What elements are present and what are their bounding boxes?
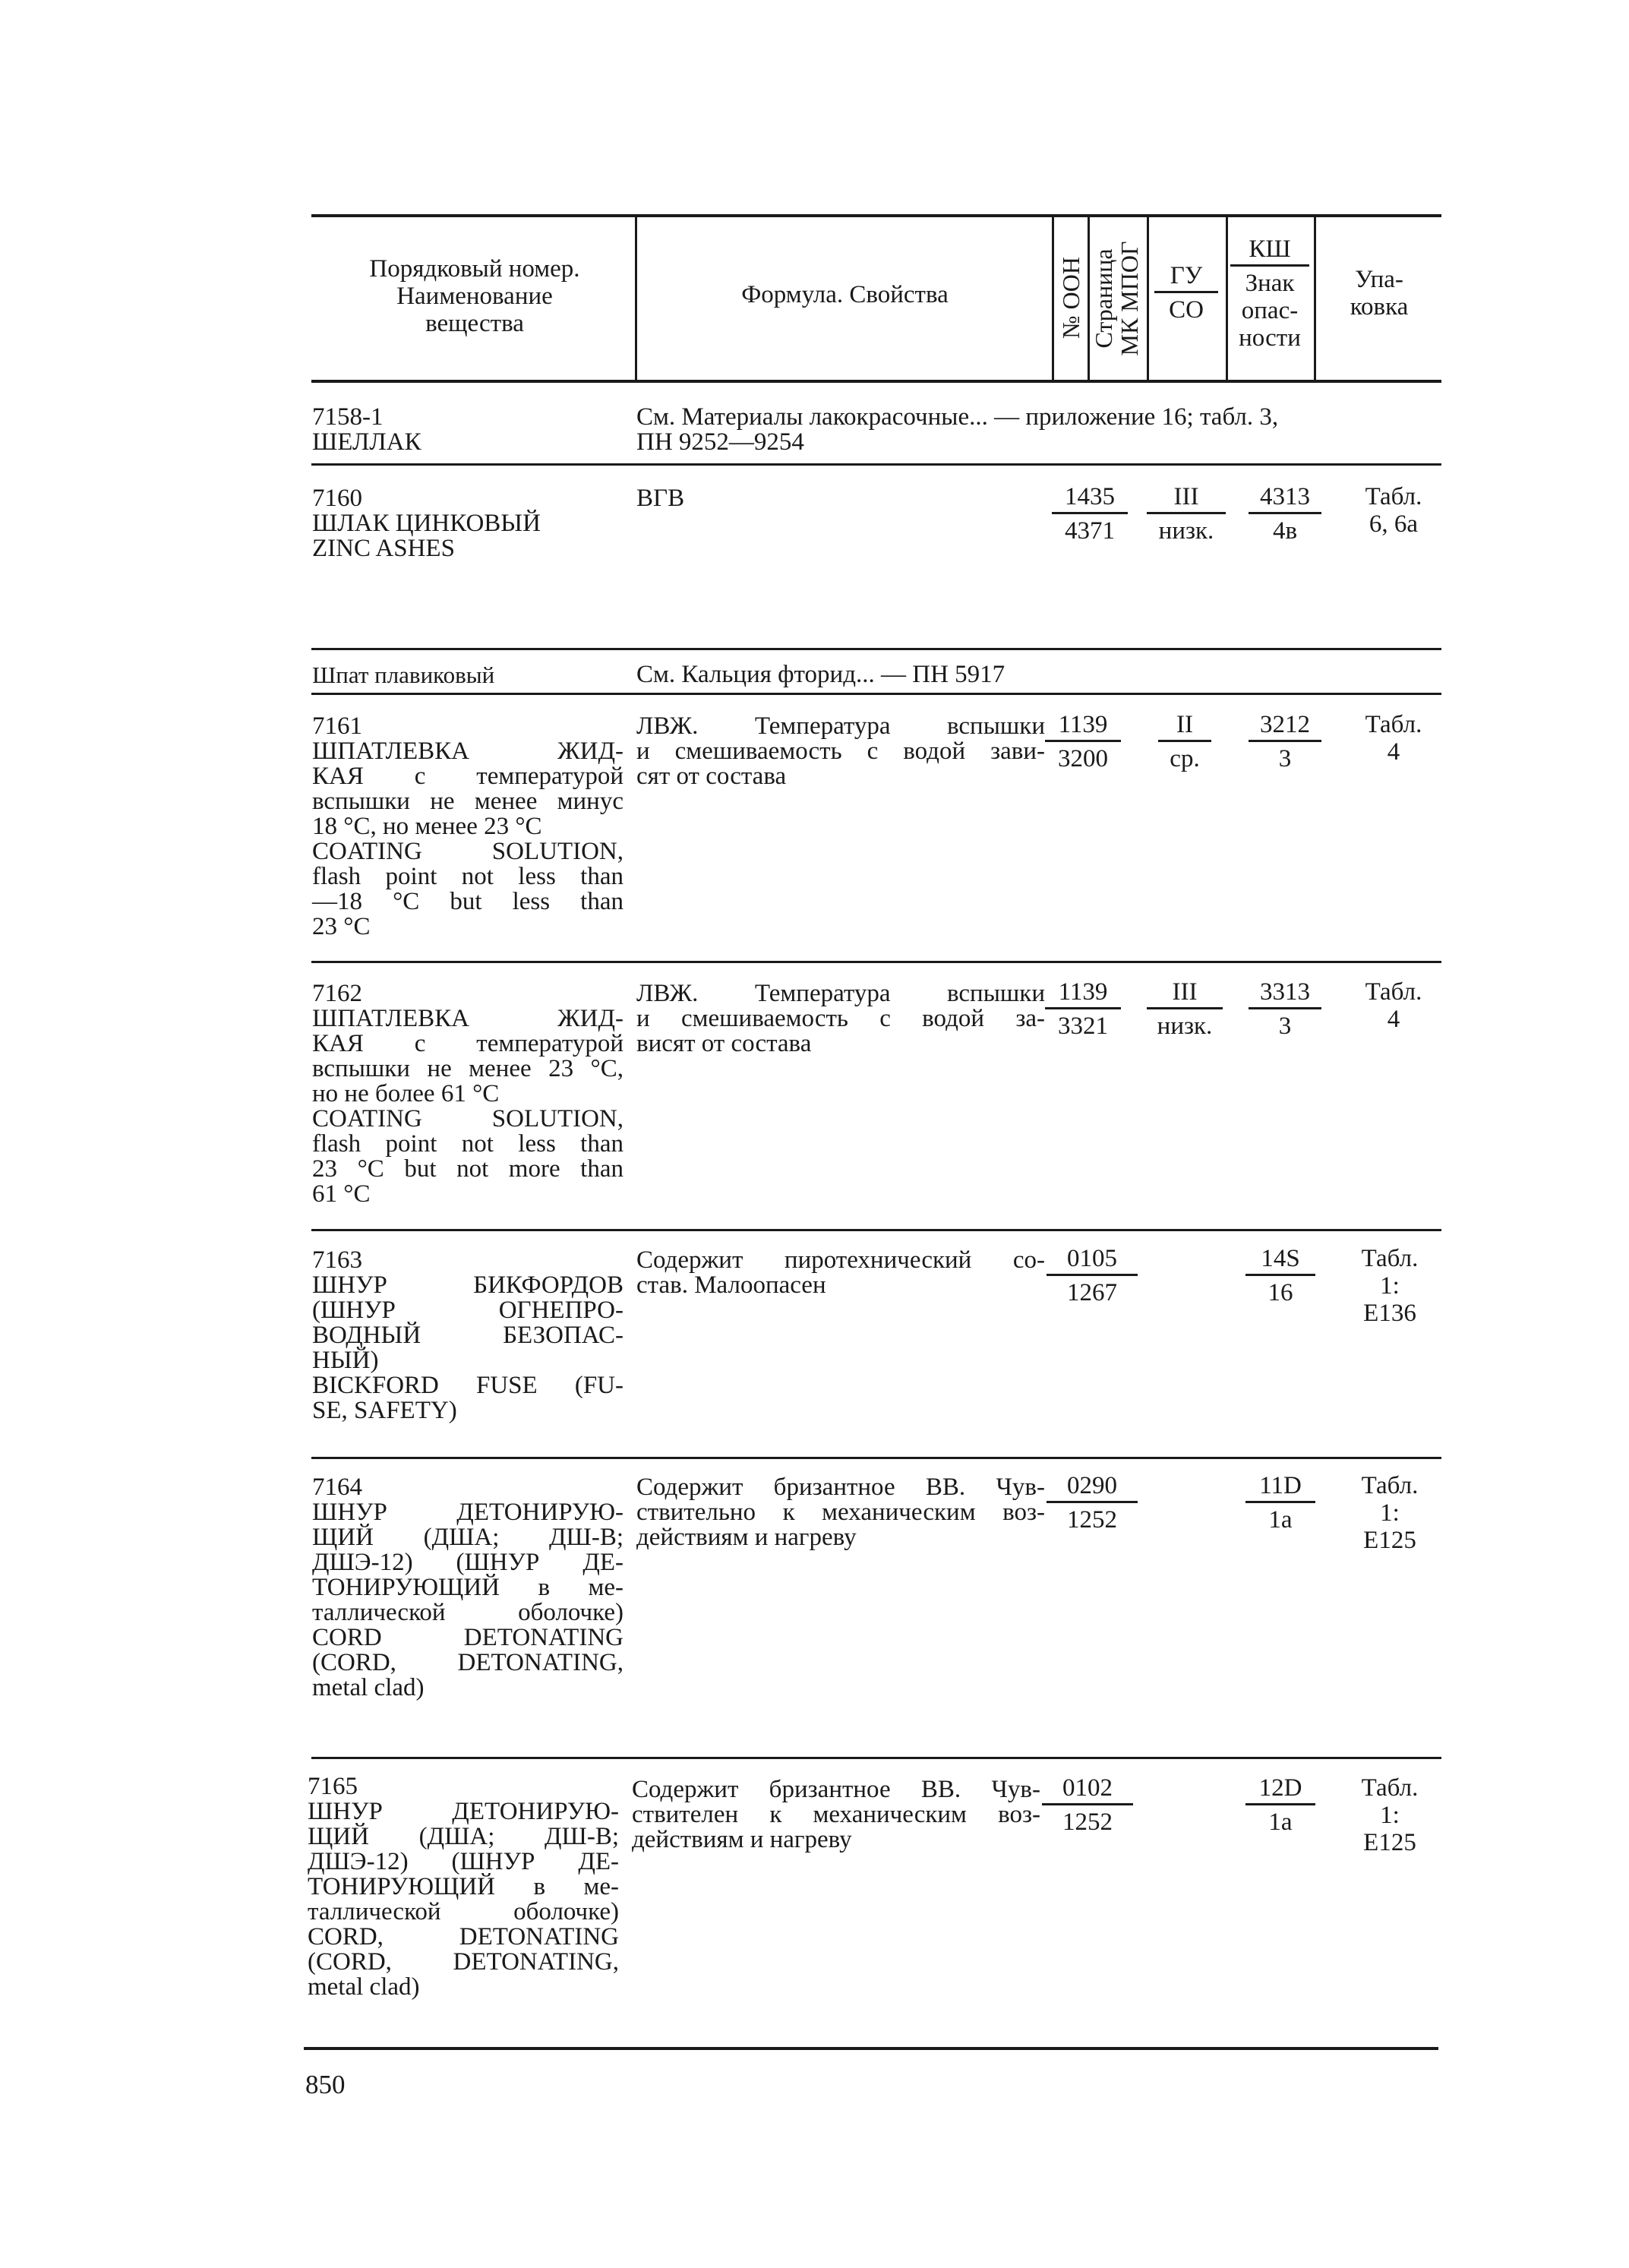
row-rule [311, 463, 1441, 466]
pack: Табл. 1: E125 [1361, 1774, 1419, 1856]
row-props: Содержит бризантное ВВ. Чув- ствительно к механическим воз- действиям и нагреву [636, 1474, 1045, 1551]
header-page: Страница МК МПОГ [1090, 241, 1143, 356]
header-divider [1052, 216, 1054, 381]
row-props: Содержит бризантное ВВ. Чув- ствителен к механическим воз- действиям и нагреву [632, 1776, 1040, 1853]
header-formula: Формула. Свойства [741, 281, 949, 308]
header-divider [1226, 216, 1228, 381]
row-name: 7158-1 ШЕЛЛАК [312, 403, 421, 456]
header-gu-co: ГУ СО [1154, 262, 1218, 324]
row-props: См. Кальция фторид... — ПН 5917 [636, 661, 1005, 688]
row-props: ЛВЖ. Температура вспышки и смешиваемость с водой за- висят от состава [636, 980, 1045, 1057]
pack: Табл. 1: E136 [1361, 1245, 1419, 1327]
row-name: 7162 ШПАТЛЕВКА ЖИД- КАЯ с температурой вспышки не менее 23 °С, но не более 61 °С COATING SOLUTION, flash point not less than 23 °С but not more than 61 °С [312, 980, 624, 1208]
pack: Табл. 4 [1365, 711, 1422, 766]
row-rule [311, 1229, 1441, 1231]
row-rule [311, 693, 1441, 695]
oon-page-number: $\frac{1139}{3321}$ [1045, 978, 1121, 1040]
pack: Табл. 1: E125 [1361, 1472, 1419, 1554]
oon-page-number: $\frac{0102}{1252}$ [1042, 1774, 1133, 1836]
row-rule [311, 1757, 1441, 1759]
header-oon: № ООН [1057, 257, 1084, 339]
header-ksh-sign: КШ Знак опас- ности [1230, 235, 1309, 352]
header-bottom-rule [311, 380, 1441, 383]
row-props: См. Материалы лакокрасочные... — приложение 16; табл. 3, ПН 9252—9254 [636, 403, 1279, 456]
pack: Табл. 4 [1365, 978, 1422, 1033]
table-bottom-rule [304, 2047, 1438, 2050]
header-name: Порядковый номер. Наименование вещества [369, 255, 580, 337]
row-name: 7161 ШПАТЛЕВКА ЖИД- КАЯ с температурой вспышки не менее минус 18 °С, но менее 23 °С COATING SOLUTION, flash point not less than —18 °С but less than 23 °С [312, 712, 624, 940]
ksh-sign: 12D 1а [1245, 1774, 1315, 1836]
header-divider [1147, 216, 1149, 381]
oon-page-number: $\frac{1139}{3200}$ [1045, 711, 1121, 772]
row-rule [311, 648, 1441, 650]
header-pack: Упа- ковка [1350, 266, 1409, 321]
gu-co: III низк. [1147, 978, 1223, 1040]
row-name: 7164 ШНУР ДЕТОНИРУЮ- ЩИЙ (ДША; ДШ-В; ДШЭ-12) (ШНУР ДЕ- ТОНИРУЮЩИЙ в ме- таллической оболочке) CORD DETONATING (CORD, DETONATING, metal clad) [312, 1474, 624, 1701]
header-top-rule [311, 214, 1441, 217]
oon-page-number: $\frac{0290}{1252}$ [1047, 1472, 1138, 1534]
ksh-sign: $\frac{14S}{16}$ [1245, 1245, 1315, 1306]
row-rule [311, 1457, 1441, 1459]
header-divider [635, 216, 637, 381]
row-props: ВГВ [636, 485, 685, 512]
row-name: 7165 ШНУР ДЕТОНИРУЮ- ЩИЙ (ДША; ДШ-В; ДШЭ-12) (ШНУР ДЕ- ТОНИРУЮЩИЙ в ме- таллической оболочке) CORD, DETONATING (CORD, DETONATING, metal clad) [308, 1773, 619, 2001]
ksh-sign: 11D 1а [1245, 1472, 1315, 1534]
oon-page-number: $\frac{0105}{1267}$ [1047, 1245, 1138, 1306]
ksh-sign: $\frac{3212}{3}$ [1249, 711, 1321, 772]
row-name: 7163 ШНУР БИКФОРДОВ (ШНУР ОГНЕПРО- ВОДНЫЙ БЕЗОПАС- НЫЙ) BICKFORD FUSE (FU- SE, SAFETY) [312, 1246, 624, 1424]
header-divider [1314, 216, 1316, 381]
gu-co: III низк. [1147, 483, 1226, 545]
ksh-sign: $\frac{3313}{3}$ [1249, 978, 1321, 1040]
pack: Табл. 6, 6а [1365, 483, 1422, 538]
row-props: Содержит пиротехнический со- став. Малоопасен [636, 1246, 1045, 1299]
row-name: 7160 ШЛАК ЦИНКОВЫЙ ZINC ASHES [312, 485, 541, 562]
page-number: 850 [305, 2070, 346, 2099]
row-rule [311, 961, 1441, 963]
ksh-sign: 4313 4в [1249, 483, 1321, 545]
gu-co: II ср. [1158, 711, 1211, 772]
row-name: Шпат плавиковый [312, 662, 495, 688]
row-props: ЛВЖ. Температура вспышки и смешиваемость с водой зави- сят от состава [636, 712, 1045, 790]
oon-page-number: $\frac{1435}{4371}$ [1052, 483, 1128, 545]
